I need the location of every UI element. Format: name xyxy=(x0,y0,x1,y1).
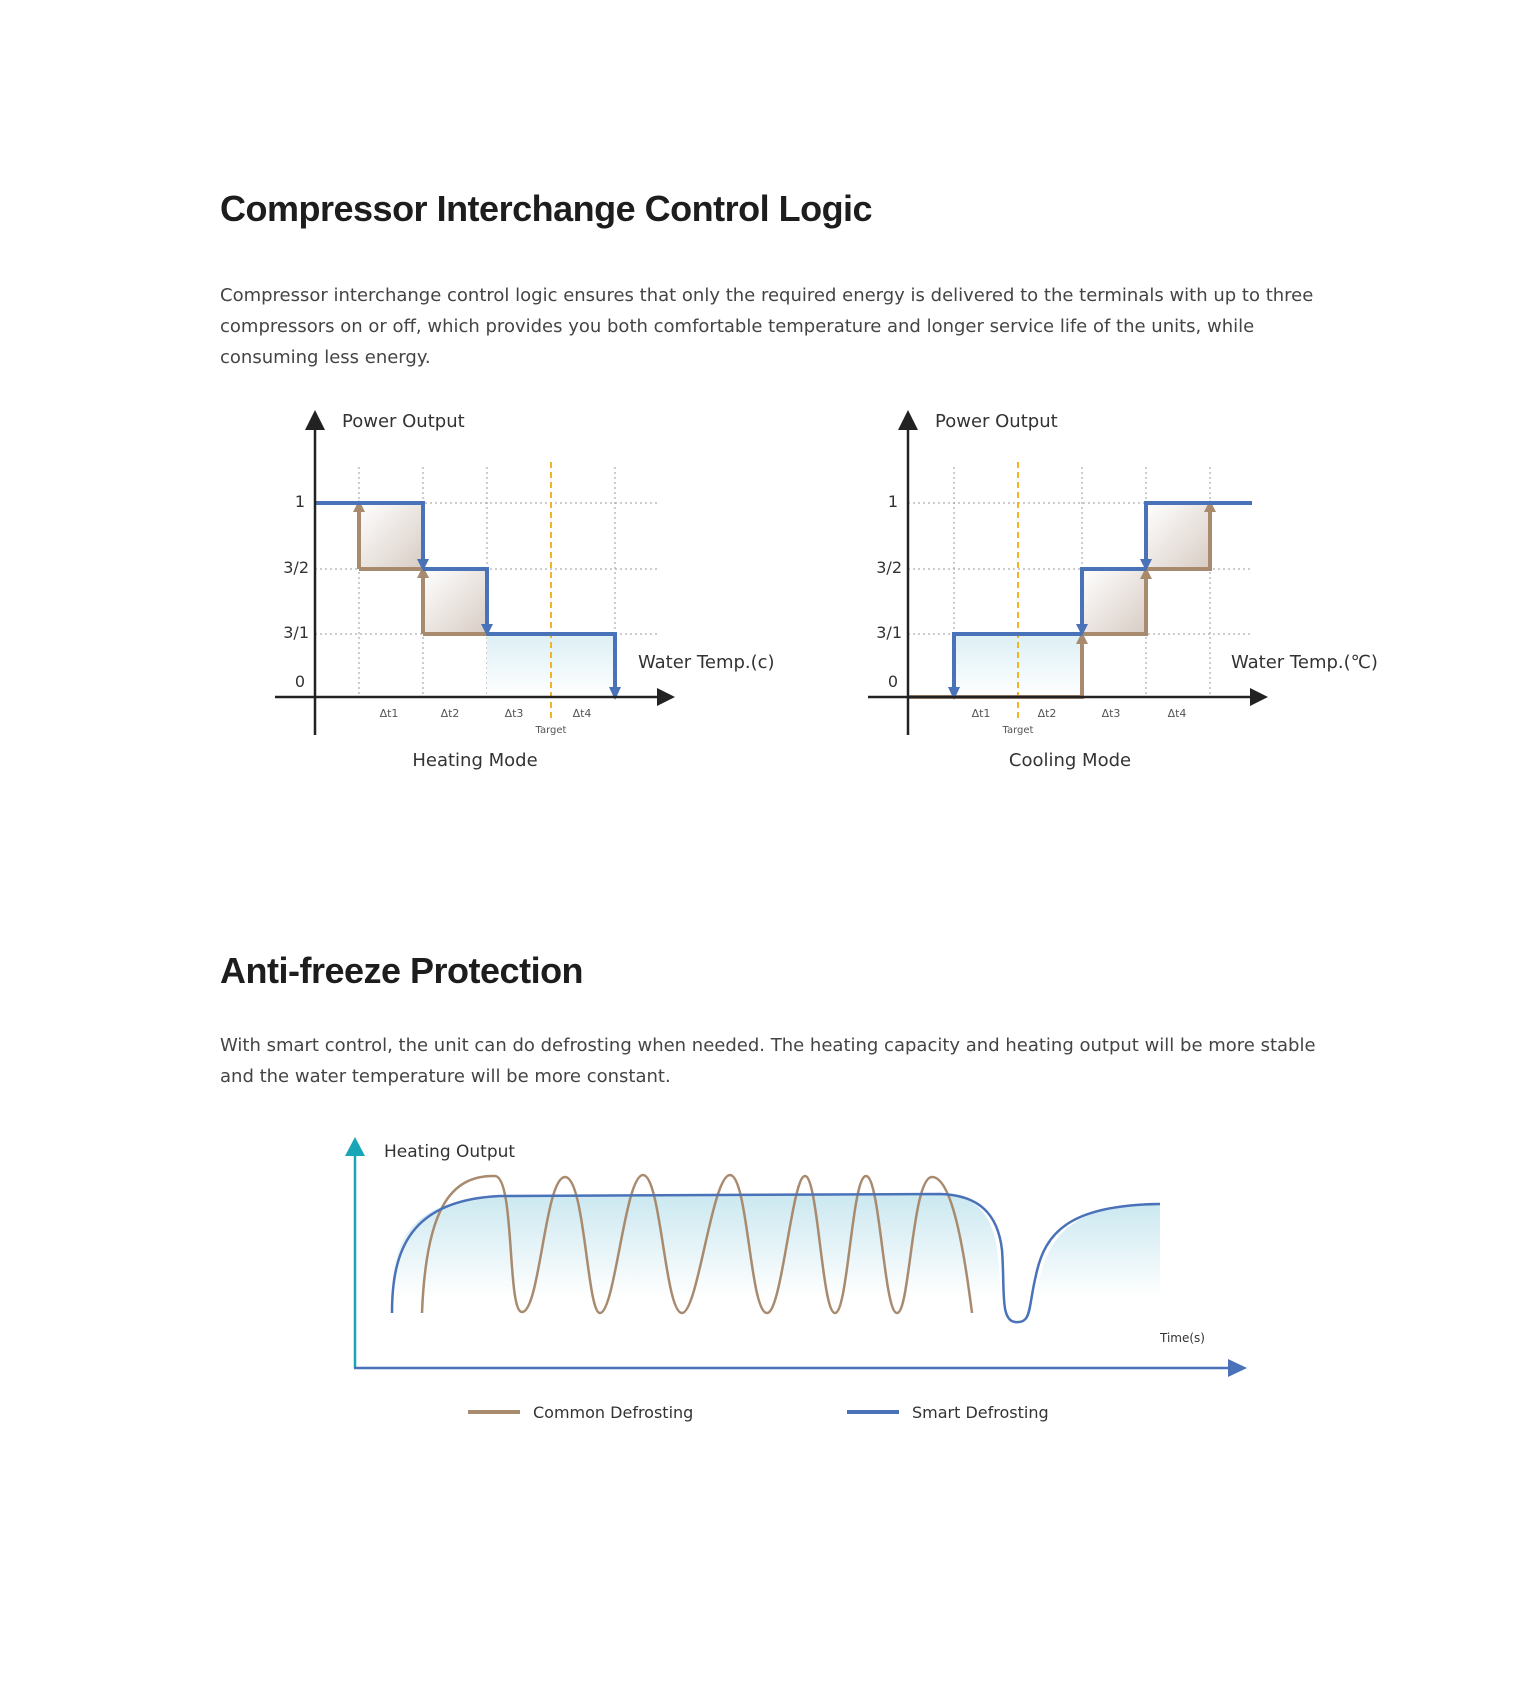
smart-defrost-area-2 xyxy=(1036,1204,1160,1298)
cooling-y-tick-4: 0 xyxy=(887,672,898,691)
heating-step-box-1 xyxy=(359,503,423,569)
heating-x-axis-arrow xyxy=(657,688,675,706)
cooling-x-tick-4: Δt4 xyxy=(1167,707,1187,720)
cooling-y-tick-1: 1 xyxy=(887,492,898,511)
defrost-y-axis-arrow xyxy=(345,1137,365,1156)
heating-y-tick-3: 3/1 xyxy=(283,623,309,642)
cooling-x-axis-arrow xyxy=(1250,688,1268,706)
heating-x-axis-label: Water Temp.(c) xyxy=(638,652,775,673)
heating-target-label: Target xyxy=(535,725,567,736)
heating-step-box-2 xyxy=(423,569,487,634)
cooling-x-tick-3: Δt3 xyxy=(1101,707,1121,720)
section-description-antifreeze: With smart control, the unit can do defrosting when needed. The heating capacity and heating output will be more stable and the water temperature will be more constant. xyxy=(220,1035,1316,1087)
heating-x-tick-3: Δt3 xyxy=(504,707,524,720)
cooling-step-box-3 xyxy=(1146,503,1210,569)
cooling-step-box-2 xyxy=(1082,569,1146,634)
heating-y-tick-4: 0 xyxy=(294,672,305,691)
cooling-y-axis-arrow xyxy=(898,410,918,430)
defrosting-chart xyxy=(345,1137,1247,1422)
cooling-y-tick-2: 3/2 xyxy=(876,558,902,577)
section-description-compressor: Compressor interchange control logic ensures that only the required energy is delivered to the terminals with up to three compressors on or off, which provides you both comfortable temperature and longer service life of the units, while consuming less energy. xyxy=(220,285,1314,368)
heating-caption: Heating Mode xyxy=(412,750,538,771)
heating-x-tick-1: Δt1 xyxy=(379,707,399,720)
section-title-antifreeze: Anti-freeze Protection xyxy=(220,950,584,991)
cooling-target-label: Target xyxy=(1002,725,1034,736)
heating-mode-chart xyxy=(275,410,775,771)
legend-smart-label: Smart Defrosting xyxy=(912,1403,1049,1422)
defrost-y-axis-label: Heating Output xyxy=(384,1142,516,1162)
heating-x-tick-2: Δt2 xyxy=(440,707,460,720)
cooling-x-axis-label: Water Temp.(℃) xyxy=(1231,652,1378,673)
heating-x-tick-4: Δt4 xyxy=(572,707,592,720)
defrost-x-axis-arrow xyxy=(1228,1359,1247,1377)
section-title-compressor: Compressor Interchange Control Logic xyxy=(220,188,873,229)
heating-y-axis-label: Power Output xyxy=(342,411,465,432)
cooling-mode-chart xyxy=(868,410,1378,771)
heating-y-tick-1: 1 xyxy=(294,492,305,511)
cooling-x-tick-2: Δt2 xyxy=(1037,707,1057,720)
cooling-x-tick-1: Δt1 xyxy=(971,707,991,720)
heating-y-axis-arrow xyxy=(305,410,325,430)
cooling-y-tick-3: 3/1 xyxy=(876,623,902,642)
defrost-x-axis-label: Time(s) xyxy=(1160,1331,1205,1345)
legend-common-label: Common Defrosting xyxy=(533,1403,694,1422)
cooling-y-axis-label: Power Output xyxy=(935,411,1058,432)
heating-y-tick-2: 3/2 xyxy=(283,558,309,577)
cooling-caption: Cooling Mode xyxy=(1008,750,1132,771)
